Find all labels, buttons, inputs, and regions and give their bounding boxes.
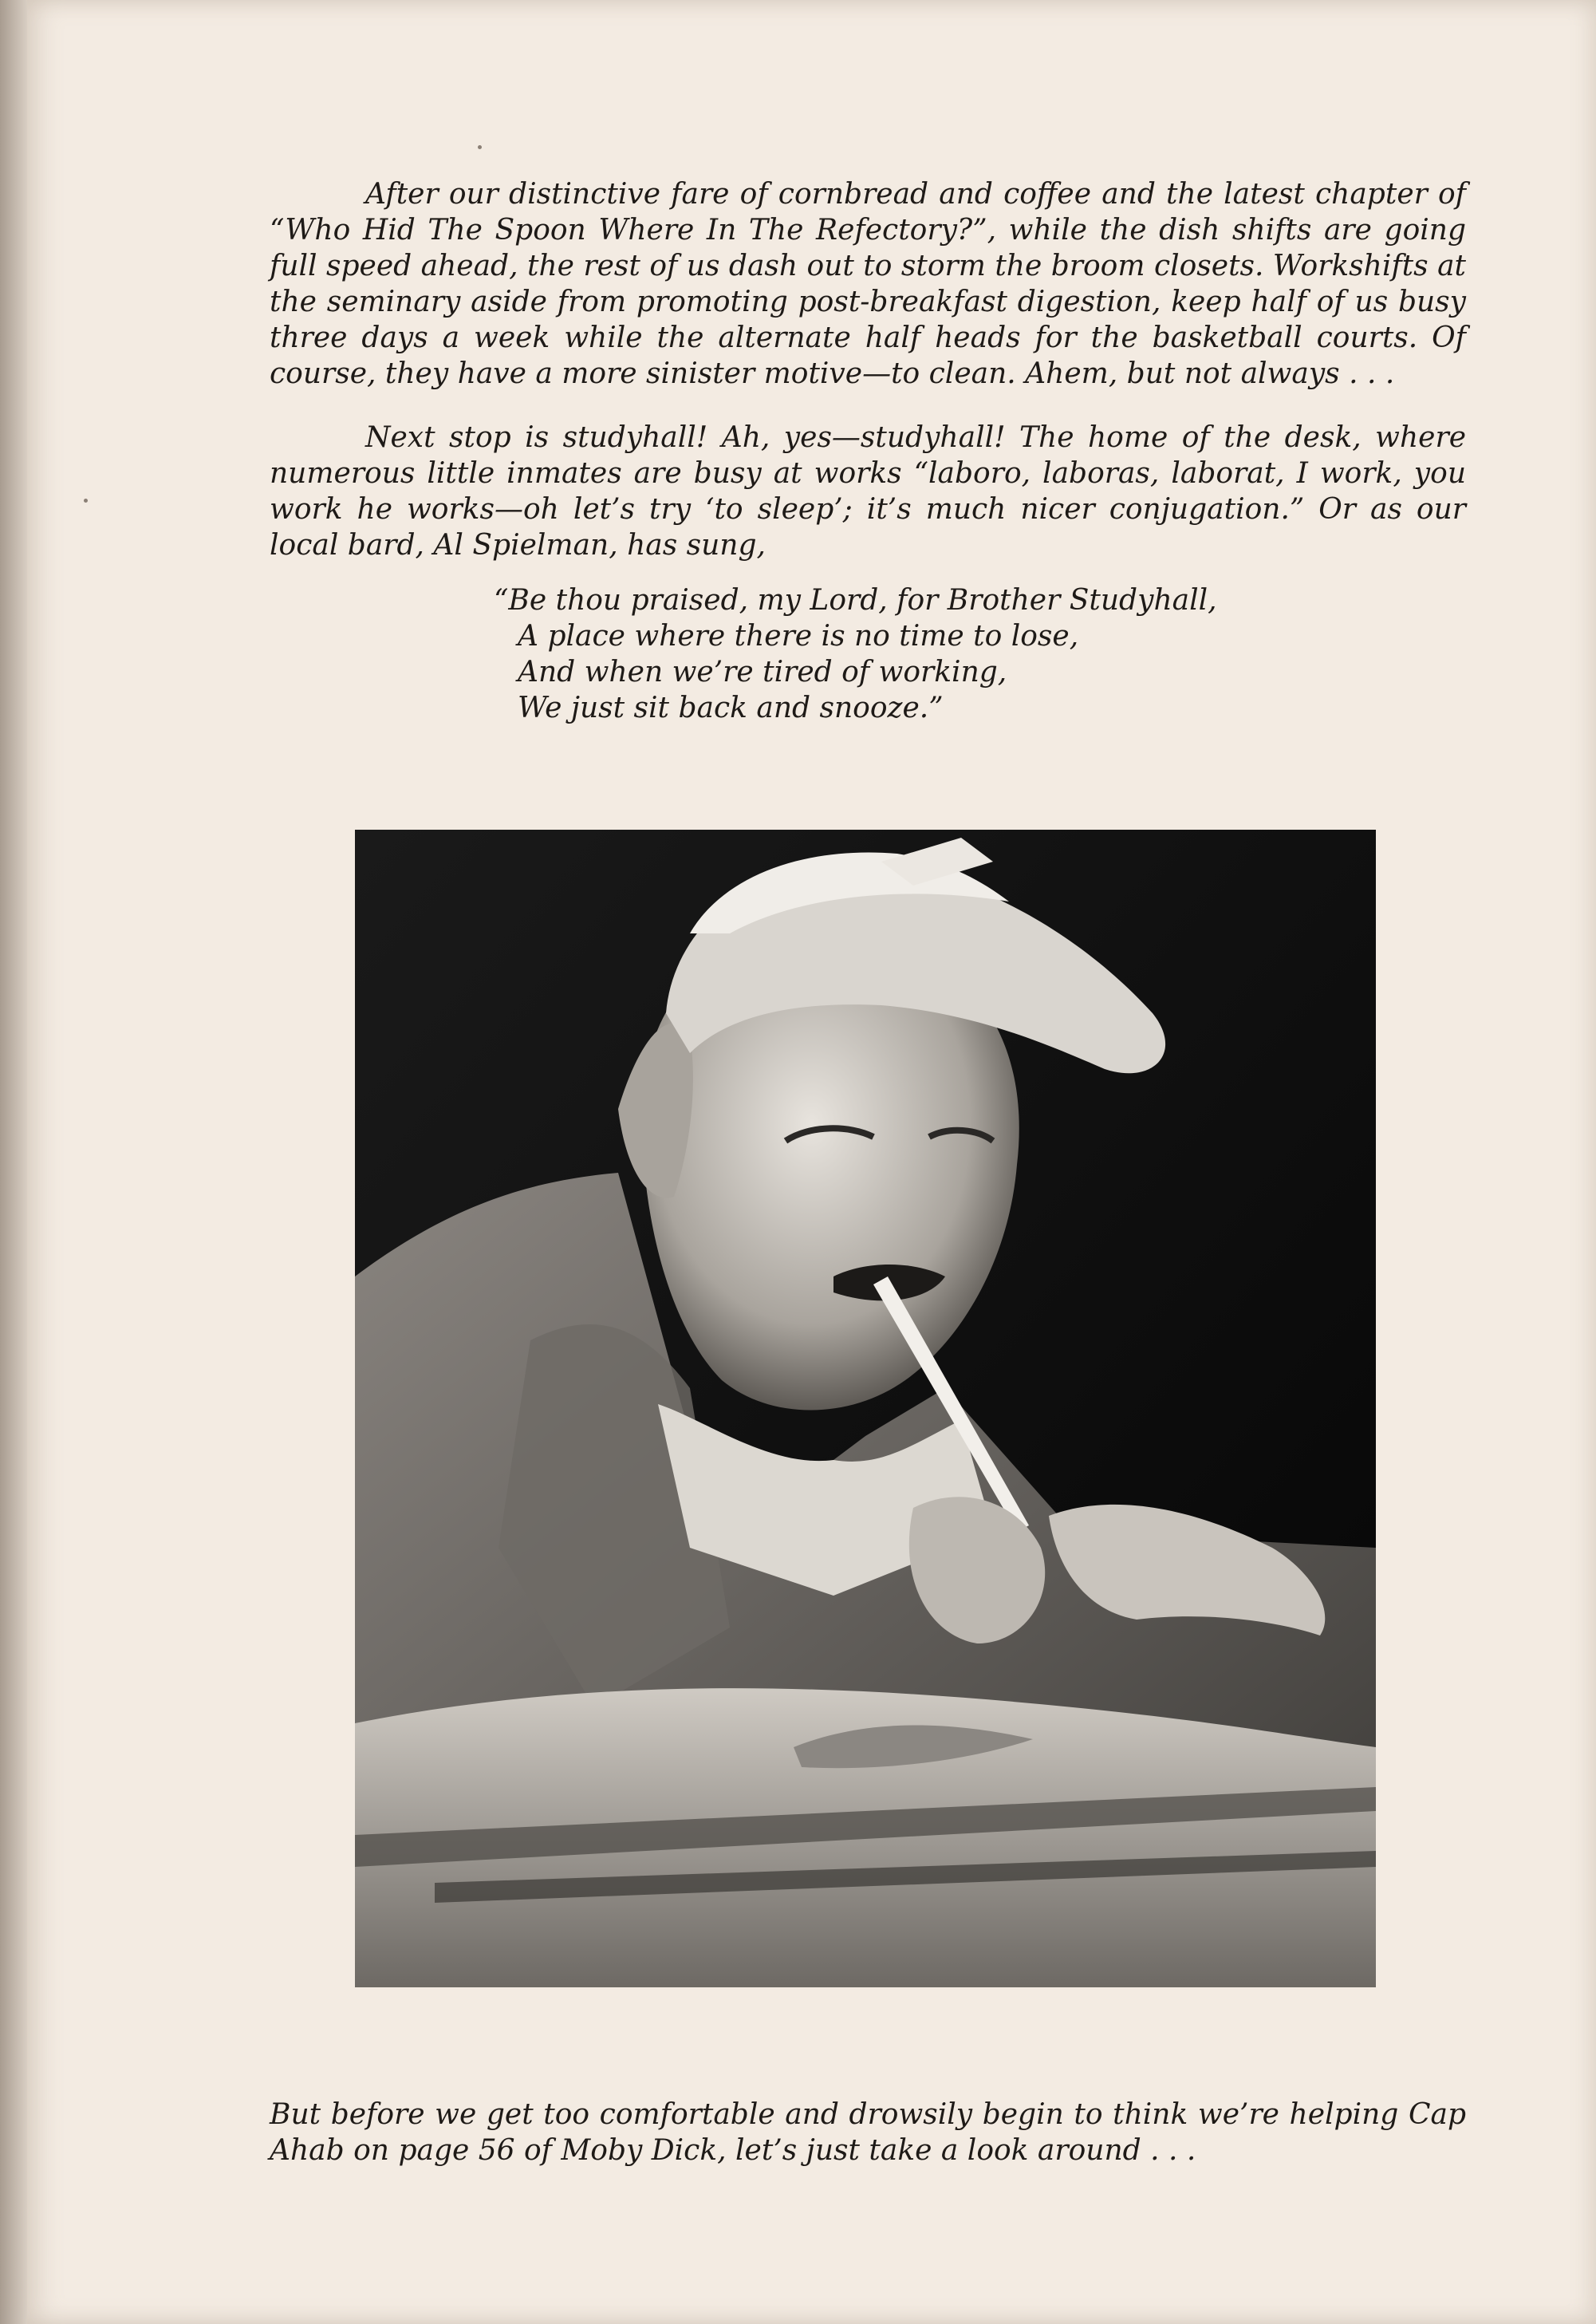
paragraph-workshifts (270, 176, 1466, 392)
paragraph-closing-text: But before we get too comfortable and drowsily begin to think we’re helping Cap Ahab on page 56 of Moby Dick, let’s just take a look around . . . (270, 2098, 1466, 2167)
verse-line: “Be thou praised, my Lord, for Brother Studyhall, (494, 584, 1217, 617)
paragraph-studyhall-text: Next stop is studyhall! Ah, yes—studyhall! The home of the desk, where numerous little inmates are busy at works “laboro, laboras, laborat, I work, you work he works—oh let’s try ‘to sleep’; it’s much nicer conjugation.” Or as our local bard, Al Spielman, has sung, (270, 421, 1466, 562)
paragraph-closing (270, 2097, 1466, 2168)
verse-line: A place where there is no time to lose, (518, 620, 1079, 653)
verse-quote (494, 582, 1371, 726)
verse-line: We just sit back and snooze.” (518, 692, 944, 724)
photo-student-with-pencil (355, 830, 1376, 1987)
verse-line: And when we’re tired of working, (518, 656, 1007, 689)
paragraph-workshifts-text: After our distinctive fare of cornbread and coffee and the latest chapter of “Who Hid The Spoon Where In The Refectory?”, while the dish shifts are going full speed ahead, the rest of us dash out to storm the broom closets. Workshifts at the seminary aside from promoting post-breakfast digestion, keep half of us busy three days a week while the alternate half heads for the basketball courts. Of course, they have a more sinister motive—to clean. Ahem, but not always . . . (270, 178, 1466, 390)
document-page (27, 0, 1596, 2324)
paragraph-studyhall (270, 420, 1466, 563)
paper-speck (84, 499, 88, 503)
photo-illustration (355, 830, 1376, 1987)
page-spine-shadow (0, 0, 27, 2324)
paper-speck (478, 145, 482, 149)
